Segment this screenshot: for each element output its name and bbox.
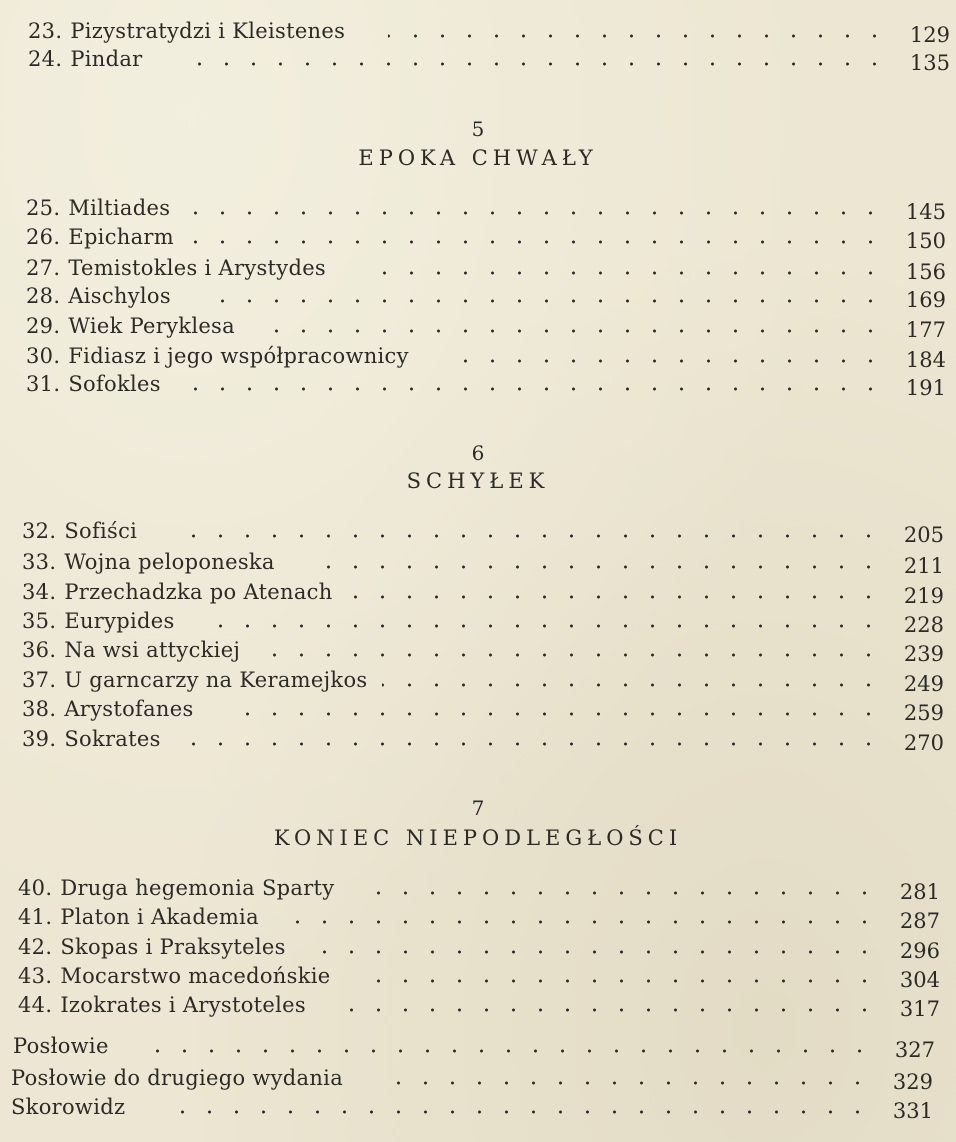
entry-title: 26. Epicharm — [26, 225, 174, 249]
entry-page-number: 329 — [892, 1070, 933, 1094]
entry-title: 35. Eurypides — [22, 609, 175, 633]
dot-leader — [312, 565, 882, 569]
toc-entry[interactable] — [26, 193, 946, 223]
entry-title: Posłowie — [13, 1034, 109, 1058]
entry-title: 41. Platon i Akademia — [18, 905, 259, 929]
entry-title: 24. Pindar — [28, 47, 143, 71]
dot-leader — [314, 950, 878, 954]
entry-title: 38. Arystofanes — [22, 697, 194, 721]
toc-entry[interactable] — [22, 577, 944, 607]
dot-leader — [192, 211, 884, 215]
toc-entry[interactable] — [13, 1031, 935, 1061]
entry-page-number: 317 — [899, 997, 940, 1021]
entry-title: 32. Sofiści — [22, 519, 138, 543]
toc-entry[interactable] — [22, 694, 944, 724]
dot-leader — [182, 387, 884, 391]
entry-title: 29. Wiek Peryklesa — [26, 314, 235, 338]
dot-leader — [262, 653, 882, 657]
entry-title: 44. Izokrates i Arystoteles — [18, 993, 306, 1017]
entry-title: 43. Mocarstwo macedońskie — [18, 964, 331, 988]
toc-entry[interactable] — [22, 516, 944, 546]
entry-page-number: 219 — [903, 584, 944, 608]
toc-entry[interactable] — [18, 902, 940, 932]
entry-title: 28. Aischylos — [26, 284, 171, 308]
entry-page-number: 145 — [905, 200, 946, 224]
dot-leader — [208, 624, 882, 628]
toc-entry[interactable] — [18, 873, 940, 903]
entry-page-number: 281 — [899, 880, 940, 904]
entry-page-number: 331 — [892, 1099, 933, 1123]
dot-leader — [446, 359, 884, 363]
entry-page-number: 228 — [903, 613, 944, 637]
dot-leader — [368, 891, 878, 895]
entry-title: 40. Druga hegemonia Sparty — [18, 876, 335, 900]
toc-entry[interactable] — [11, 1063, 933, 1093]
part-title: EPOKA CHWAŁY — [358, 146, 598, 170]
part-title: SCHYŁEK — [406, 469, 550, 493]
entry-title: Skorowidz — [11, 1095, 126, 1119]
dot-leader — [381, 1081, 871, 1085]
dot-leader — [272, 329, 884, 333]
dot-leader — [284, 920, 878, 924]
toc-entry[interactable] — [22, 547, 944, 577]
entry-page-number: 249 — [903, 672, 944, 696]
entry-title: 36. Na wsi attyckiej — [22, 638, 241, 662]
dot-leader — [338, 1008, 878, 1012]
entry-page-number: 135 — [909, 51, 950, 75]
entry-title: 31. Sofokles — [26, 372, 161, 396]
entry-page-number: 259 — [903, 701, 944, 725]
dot-leader — [376, 271, 884, 275]
toc-entry[interactable] — [22, 606, 944, 636]
entry-title: 34. Przechadzka po Atenach — [22, 580, 333, 604]
entry-title: 42. Skopas i Praksyteles — [18, 935, 286, 959]
dot-leader — [358, 979, 878, 983]
toc-entry[interactable] — [28, 44, 950, 74]
toc-entry[interactable] — [26, 281, 946, 311]
toc-entry[interactable] — [18, 961, 940, 991]
entry-page-number: 129 — [909, 23, 950, 47]
entry-page-number: 156 — [905, 260, 946, 284]
entry-page-number: 150 — [905, 229, 946, 253]
entry-title: Posłowie do drugiego wydania — [11, 1066, 344, 1090]
toc-entry[interactable] — [26, 222, 946, 252]
dot-leader — [222, 712, 882, 716]
dot-leader — [168, 534, 882, 538]
entry-page-number: 270 — [903, 731, 944, 755]
entry-page-number: 184 — [905, 348, 946, 372]
toc-entry[interactable] — [22, 635, 944, 665]
entry-page-number: 287 — [899, 909, 940, 933]
toc-entry[interactable] — [22, 665, 944, 695]
entry-title: 23. Pizystratydzi i Kleistenes — [28, 19, 346, 43]
part-number: 6 — [471, 441, 485, 465]
toc-entry[interactable] — [26, 369, 946, 399]
entry-page-number: 327 — [894, 1038, 935, 1062]
entry-title: 25. Miltiades — [26, 196, 171, 220]
dot-leader — [161, 1110, 871, 1114]
part-number: 5 — [471, 117, 485, 141]
dot-leader — [184, 742, 882, 746]
entry-page-number: 296 — [899, 939, 940, 963]
toc-entry[interactable] — [26, 341, 946, 371]
toc-entry[interactable] — [18, 932, 940, 962]
entry-title: 37. U garncarzy na Keramejkos — [22, 668, 368, 692]
entry-page-number: 191 — [905, 376, 946, 400]
dot-leader — [216, 299, 884, 303]
toc-entry[interactable] — [26, 253, 946, 283]
entry-page-number: 239 — [903, 642, 944, 666]
entry-page-number: 177 — [905, 318, 946, 342]
entry-title: 39. Sokrates — [22, 727, 161, 751]
part-title: KONIEC NIEPODLEGŁOŚCI — [273, 826, 683, 850]
entry-page-number: 169 — [905, 288, 946, 312]
dot-leader — [178, 62, 888, 66]
dot-leader — [388, 34, 888, 38]
dot-leader — [382, 683, 882, 687]
toc-entry[interactable] — [26, 311, 946, 341]
dot-leader — [342, 595, 882, 599]
entry-page-number: 304 — [899, 968, 940, 992]
entry-title: 30. Fidiasz i jego współpracownicy — [26, 344, 409, 368]
toc-entry[interactable] — [11, 1092, 933, 1122]
toc-entry[interactable] — [18, 990, 940, 1020]
entry-title: 33. Wojna peloponeska — [22, 550, 275, 574]
dot-leader — [192, 240, 884, 244]
entry-title: 27. Temistokles i Arystydes — [26, 256, 327, 280]
entry-page-number: 211 — [903, 554, 944, 578]
toc-entry[interactable] — [28, 16, 950, 46]
toc-entry[interactable] — [22, 724, 944, 754]
part-number: 7 — [471, 796, 485, 820]
entry-page-number: 205 — [903, 523, 944, 547]
dot-leader — [135, 1049, 873, 1053]
